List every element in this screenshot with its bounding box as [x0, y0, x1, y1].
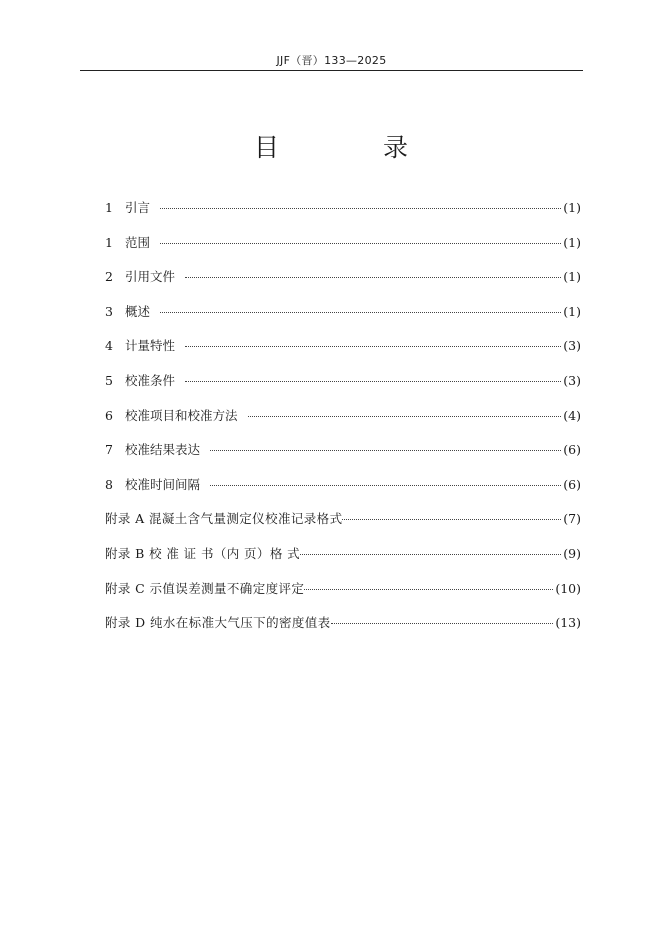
toc-entry-references[interactable] [105, 267, 581, 302]
toc-entry-calibration-items-methods[interactable] [105, 406, 581, 441]
toc-entry-number: 5 [105, 372, 113, 388]
toc-entry-label: 引用文件 [125, 269, 176, 285]
toc-entry-label: 附录 B 校 准 证 书（内 页）格 式 [105, 545, 300, 561]
toc-entry-number: 3 [105, 303, 113, 319]
toc-entry-page: (6) [563, 442, 581, 458]
toc-entry-page: (7) [563, 511, 581, 527]
toc-entry-label: 附录 C 示值误差测量不确定度评定 [105, 580, 305, 596]
toc-entry-label: 校准时间间隔 [125, 476, 201, 492]
header-rule [80, 70, 583, 71]
toc-entry-page: (3) [563, 372, 581, 388]
toc-entry-page: (3) [563, 338, 581, 354]
toc-entry-scope[interactable] [105, 233, 581, 268]
toc-entry-page: (9) [563, 545, 581, 561]
toc-dot-leader [248, 416, 562, 417]
toc-entry-number: 2 [105, 269, 113, 285]
toc-entry-label: 校准结果表达 [125, 442, 201, 458]
toc-entry-page: (4) [563, 407, 581, 423]
toc-dot-leader [185, 346, 561, 347]
toc-entry-appendix-b[interactable] [105, 544, 581, 579]
toc-entry-page: (13) [555, 615, 581, 631]
toc-entry-number: 6 [105, 407, 113, 423]
toc-entry-label: 计量特性 [125, 338, 176, 354]
toc-entry-overview[interactable] [105, 302, 581, 337]
toc-dot-leader [300, 554, 561, 555]
toc-entry-label: 概述 [125, 303, 151, 319]
toc-entry-calibration-results[interactable] [105, 440, 581, 475]
toc-entry-label: 范围 [125, 234, 151, 250]
toc-entry-number: 7 [105, 442, 113, 458]
toc-dot-leader [185, 381, 561, 382]
toc-entry-page: (1) [563, 303, 581, 319]
toc-entry-page: (6) [563, 476, 581, 492]
toc-entry-introduction[interactable] [105, 198, 581, 233]
toc-entry-number: 4 [105, 338, 113, 354]
toc-dot-leader [331, 623, 554, 624]
toc-dot-leader [210, 450, 561, 451]
toc-entry-label: 引言 [125, 200, 151, 215]
toc-dot-leader [160, 243, 561, 244]
toc-dot-leader [210, 485, 561, 486]
page-title: 目 录 [254, 133, 456, 162]
toc-entry-appendix-d[interactable] [105, 613, 581, 648]
toc-entry-page: (1) [563, 200, 581, 215]
toc-entry-appendix-a[interactable] [105, 509, 581, 544]
toc-entry-page: (10) [555, 580, 581, 596]
toc-entry-number: 1 [105, 200, 113, 215]
toc-entry-metrological-characteristics[interactable] [105, 336, 581, 371]
toc-dot-leader [342, 519, 561, 520]
toc-entry-label: 校准条件 [125, 372, 176, 388]
toc-dot-leader [160, 312, 561, 313]
document-code-header: JJF（晋）133—2025 [276, 54, 387, 67]
toc-entry-page: (1) [563, 234, 581, 250]
toc-entry-label: 附录 A 混凝土含气量测定仪校准记录格式 [105, 511, 343, 527]
toc-entry-number: 8 [105, 476, 113, 492]
toc-dot-leader [304, 589, 553, 590]
toc-entry-number: 1 [105, 234, 113, 250]
toc-dot-leader [160, 208, 561, 209]
toc-entry-label: 附录 D 纯水在标准大气压下的密度值表 [105, 615, 331, 631]
toc-entry-page: (1) [563, 269, 581, 285]
toc-entry-label: 校准项目和校准方法 [125, 407, 238, 423]
toc-entry-appendix-c[interactable] [105, 579, 581, 614]
toc-entry-calibration-conditions[interactable] [105, 371, 581, 406]
table-of-contents [105, 198, 581, 648]
toc-dot-leader [185, 277, 561, 278]
toc-entry-calibration-interval[interactable] [105, 475, 581, 510]
